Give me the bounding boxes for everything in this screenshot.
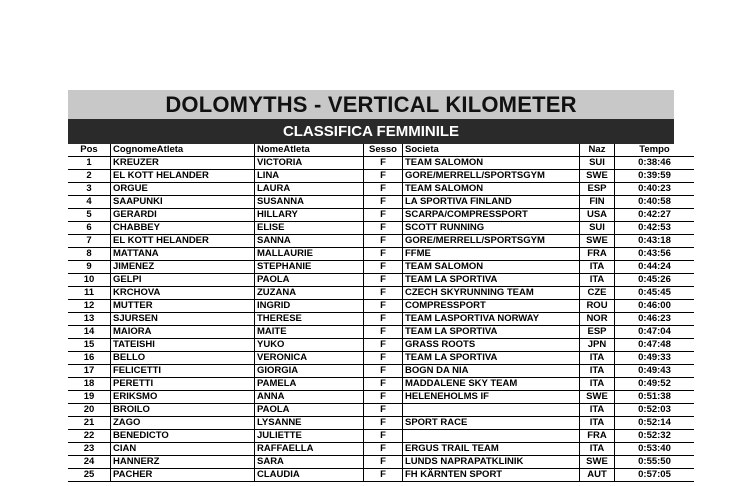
cell-pos: 8 bbox=[68, 248, 111, 261]
cell-tempo: 0:52:14 bbox=[615, 417, 695, 430]
cell-cognome: FELICETTI bbox=[111, 365, 255, 378]
cell-tempo: 0:46:23 bbox=[615, 313, 695, 326]
cell-pos: 22 bbox=[68, 430, 111, 443]
cell-pos: 4 bbox=[68, 196, 111, 209]
cell-cognome: MUTTER bbox=[111, 300, 255, 313]
cell-tempo: 0:47:04 bbox=[615, 326, 695, 339]
cell-nome: VICTORIA bbox=[255, 157, 364, 170]
col-header-sesso: Sesso bbox=[364, 144, 403, 157]
table-row bbox=[68, 300, 694, 313]
cell-societa: HELENEHOLMS IF bbox=[403, 391, 580, 404]
cell-tempo: 0:49:33 bbox=[615, 352, 695, 365]
cell-naz: FRA bbox=[580, 430, 615, 443]
cell-naz: ITA bbox=[580, 443, 615, 456]
cell-sesso: F bbox=[364, 157, 403, 170]
cell-naz: SWE bbox=[580, 456, 615, 469]
table-row bbox=[68, 209, 694, 222]
results-table-header bbox=[68, 144, 694, 157]
cell-tempo: 0:49:52 bbox=[615, 378, 695, 391]
cell-pos: 3 bbox=[68, 183, 111, 196]
cell-sesso: F bbox=[364, 183, 403, 196]
cell-nome: SUSANNA bbox=[255, 196, 364, 209]
cell-cognome: SJURSEN bbox=[111, 313, 255, 326]
cell-pos: 6 bbox=[68, 222, 111, 235]
cell-sesso: F bbox=[364, 339, 403, 352]
cell-tempo: 0:40:23 bbox=[615, 183, 695, 196]
cell-pos: 5 bbox=[68, 209, 111, 222]
cell-tempo: 0:42:27 bbox=[615, 209, 695, 222]
cell-pos: 24 bbox=[68, 456, 111, 469]
cell-nome: JULIETTE bbox=[255, 430, 364, 443]
cell-societa: ERGUS TRAIL TEAM bbox=[403, 443, 580, 456]
cell-sesso: F bbox=[364, 469, 403, 482]
cell-pos: 7 bbox=[68, 235, 111, 248]
cell-naz: ITA bbox=[580, 274, 615, 287]
cell-tempo: 0:38:46 bbox=[615, 157, 695, 170]
cell-nome: SARA bbox=[255, 456, 364, 469]
table-row bbox=[68, 261, 694, 274]
cell-tempo: 0:43:56 bbox=[615, 248, 695, 261]
cell-sesso: F bbox=[364, 391, 403, 404]
cell-sesso: F bbox=[364, 274, 403, 287]
cell-pos: 1 bbox=[68, 157, 111, 170]
cell-naz: SWE bbox=[580, 391, 615, 404]
cell-cognome: BROILO bbox=[111, 404, 255, 417]
cell-nome: YUKO bbox=[255, 339, 364, 352]
cell-cognome: PACHER bbox=[111, 469, 255, 482]
table-row bbox=[68, 391, 694, 404]
cell-naz: CZE bbox=[580, 287, 615, 300]
cell-nome: MAITE bbox=[255, 326, 364, 339]
cell-naz: SUI bbox=[580, 222, 615, 235]
cell-naz: ROU bbox=[580, 300, 615, 313]
table-row bbox=[68, 235, 694, 248]
cell-nome: ANNA bbox=[255, 391, 364, 404]
cell-sesso: F bbox=[364, 417, 403, 430]
cell-sesso: F bbox=[364, 235, 403, 248]
cell-cognome: BELLO bbox=[111, 352, 255, 365]
cell-nome: RAFFAELLA bbox=[255, 443, 364, 456]
cell-naz: ITA bbox=[580, 261, 615, 274]
col-header-naz: Naz bbox=[580, 144, 615, 157]
cell-societa: GORE/MERRELL/SPORTSGYM bbox=[403, 170, 580, 183]
cell-societa bbox=[403, 404, 580, 417]
cell-pos: 11 bbox=[68, 287, 111, 300]
cell-societa: LA SPORTIVA FINLAND bbox=[403, 196, 580, 209]
cell-naz: ITA bbox=[580, 378, 615, 391]
cell-nome: GIORGIA bbox=[255, 365, 364, 378]
cell-naz: ITA bbox=[580, 365, 615, 378]
cell-cognome: KREUZER bbox=[111, 157, 255, 170]
cell-naz: FIN bbox=[580, 196, 615, 209]
cell-naz: SUI bbox=[580, 157, 615, 170]
cell-nome: HILLARY bbox=[255, 209, 364, 222]
cell-tempo: 0:43:18 bbox=[615, 235, 695, 248]
cell-nome: MALLAURIE bbox=[255, 248, 364, 261]
cell-nome: ELISE bbox=[255, 222, 364, 235]
table-row bbox=[68, 157, 694, 170]
cell-cognome: ORGUE bbox=[111, 183, 255, 196]
cell-cognome: EL KOTT HELANDER bbox=[111, 235, 255, 248]
cell-nome: PAOLA bbox=[255, 404, 364, 417]
cell-tempo: 0:44:24 bbox=[615, 261, 695, 274]
cell-sesso: F bbox=[364, 352, 403, 365]
cell-societa: BOGN DA NIA bbox=[403, 365, 580, 378]
cell-sesso: F bbox=[364, 222, 403, 235]
cell-naz: FRA bbox=[580, 248, 615, 261]
cell-sesso: F bbox=[364, 456, 403, 469]
cell-nome: INGRID bbox=[255, 300, 364, 313]
table-row bbox=[68, 248, 694, 261]
results-table-body bbox=[68, 157, 694, 482]
document-title: DOLOMYTHS - VERTICAL KILOMETER bbox=[68, 90, 674, 119]
cell-tempo: 0:49:43 bbox=[615, 365, 695, 378]
cell-sesso: F bbox=[364, 300, 403, 313]
cell-sesso: F bbox=[364, 378, 403, 391]
cell-sesso: F bbox=[364, 196, 403, 209]
cell-cognome: GERARDI bbox=[111, 209, 255, 222]
cell-societa: TEAM LA SPORTIVA bbox=[403, 352, 580, 365]
cell-societa: CZECH SKYRUNNING TEAM bbox=[403, 287, 580, 300]
cell-sesso: F bbox=[364, 313, 403, 326]
cell-naz: ITA bbox=[580, 352, 615, 365]
cell-tempo: 0:57:05 bbox=[615, 469, 695, 482]
cell-cognome: JIMENEZ bbox=[111, 261, 255, 274]
cell-naz: ITA bbox=[580, 404, 615, 417]
cell-nome: LINA bbox=[255, 170, 364, 183]
cell-tempo: 0:51:38 bbox=[615, 391, 695, 404]
cell-tempo: 0:53:40 bbox=[615, 443, 695, 456]
cell-pos: 14 bbox=[68, 326, 111, 339]
cell-sesso: F bbox=[364, 261, 403, 274]
cell-sesso: F bbox=[364, 287, 403, 300]
cell-pos: 2 bbox=[68, 170, 111, 183]
cell-tempo: 0:42:53 bbox=[615, 222, 695, 235]
results-table bbox=[68, 144, 694, 482]
cell-naz: SWE bbox=[580, 170, 615, 183]
cell-nome: PAOLA bbox=[255, 274, 364, 287]
cell-naz: ESP bbox=[580, 326, 615, 339]
table-row bbox=[68, 274, 694, 287]
cell-societa: SPORT RACE bbox=[403, 417, 580, 430]
table-row bbox=[68, 456, 694, 469]
cell-cognome: TATEISHI bbox=[111, 339, 255, 352]
table-row bbox=[68, 365, 694, 378]
cell-naz: AUT bbox=[580, 469, 615, 482]
cell-nome: VERONICA bbox=[255, 352, 364, 365]
table-row bbox=[68, 196, 694, 209]
table-row bbox=[68, 469, 694, 482]
table-row bbox=[68, 378, 694, 391]
cell-sesso: F bbox=[364, 209, 403, 222]
cell-tempo: 0:46:00 bbox=[615, 300, 695, 313]
cell-societa: COMPRESSPORT bbox=[403, 300, 580, 313]
cell-societa: GRASS ROOTS bbox=[403, 339, 580, 352]
table-row bbox=[68, 326, 694, 339]
cell-cognome: CHABBEY bbox=[111, 222, 255, 235]
table-row bbox=[68, 352, 694, 365]
cell-naz: SWE bbox=[580, 235, 615, 248]
cell-pos: 9 bbox=[68, 261, 111, 274]
cell-societa: TEAM LA SPORTIVA bbox=[403, 274, 580, 287]
cell-nome: LAURA bbox=[255, 183, 364, 196]
cell-societa: FH KÄRNTEN SPORT bbox=[403, 469, 580, 482]
cell-tempo: 0:52:32 bbox=[615, 430, 695, 443]
cell-nome: PAMELA bbox=[255, 378, 364, 391]
cell-naz: USA bbox=[580, 209, 615, 222]
header-row bbox=[68, 144, 694, 157]
cell-nome: THERESE bbox=[255, 313, 364, 326]
col-header-societa: Societa bbox=[403, 144, 580, 157]
cell-cognome: BENEDICTO bbox=[111, 430, 255, 443]
cell-nome: STEPHANIE bbox=[255, 261, 364, 274]
cell-tempo: 0:55:50 bbox=[615, 456, 695, 469]
cell-cognome: ZAGO bbox=[111, 417, 255, 430]
col-header-tempo: Tempo bbox=[615, 144, 695, 157]
cell-societa: TEAM SALOMON bbox=[403, 157, 580, 170]
cell-tempo: 0:45:26 bbox=[615, 274, 695, 287]
cell-naz: NOR bbox=[580, 313, 615, 326]
cell-nome: SANNA bbox=[255, 235, 364, 248]
col-header-pos: Pos bbox=[68, 144, 111, 157]
table-row bbox=[68, 443, 694, 456]
table-row bbox=[68, 170, 694, 183]
table-row bbox=[68, 313, 694, 326]
cell-societa: TEAM LA SPORTIVA bbox=[403, 326, 580, 339]
cell-societa: SCOTT RUNNING bbox=[403, 222, 580, 235]
table-row bbox=[68, 339, 694, 352]
cell-naz: ESP bbox=[580, 183, 615, 196]
cell-societa: TEAM LASPORTIVA NORWAY bbox=[403, 313, 580, 326]
cell-cognome: MAIORA bbox=[111, 326, 255, 339]
classification-subtitle: CLASSIFICA FEMMINILE bbox=[68, 119, 674, 144]
cell-pos: 15 bbox=[68, 339, 111, 352]
cell-pos: 13 bbox=[68, 313, 111, 326]
table-row bbox=[68, 404, 694, 417]
cell-cognome: EL KOTT HELANDER bbox=[111, 170, 255, 183]
cell-nome: CLAUDIA bbox=[255, 469, 364, 482]
cell-pos: 19 bbox=[68, 391, 111, 404]
col-header-cognome: CognomeAtleta bbox=[111, 144, 255, 157]
cell-sesso: F bbox=[364, 170, 403, 183]
cell-sesso: F bbox=[364, 365, 403, 378]
cell-cognome: CIAN bbox=[111, 443, 255, 456]
table-row bbox=[68, 417, 694, 430]
cell-nome: LYSANNE bbox=[255, 417, 364, 430]
cell-cognome: GELPI bbox=[111, 274, 255, 287]
cell-societa: MADDALENE SKY TEAM bbox=[403, 378, 580, 391]
cell-tempo: 0:40:58 bbox=[615, 196, 695, 209]
cell-cognome: HANNERZ bbox=[111, 456, 255, 469]
cell-societa: TEAM SALOMON bbox=[403, 183, 580, 196]
cell-cognome: KRCHOVA bbox=[111, 287, 255, 300]
cell-pos: 25 bbox=[68, 469, 111, 482]
cell-cognome: PERETTI bbox=[111, 378, 255, 391]
cell-tempo: 0:47:48 bbox=[615, 339, 695, 352]
cell-nome: ZUZANA bbox=[255, 287, 364, 300]
cell-societa: TEAM SALOMON bbox=[403, 261, 580, 274]
cell-sesso: F bbox=[364, 326, 403, 339]
cell-pos: 17 bbox=[68, 365, 111, 378]
cell-societa: GORE/MERRELL/SPORTSGYM bbox=[403, 235, 580, 248]
cell-sesso: F bbox=[364, 404, 403, 417]
cell-tempo: 0:45:45 bbox=[615, 287, 695, 300]
cell-pos: 16 bbox=[68, 352, 111, 365]
cell-naz: JPN bbox=[580, 339, 615, 352]
cell-tempo: 0:39:59 bbox=[615, 170, 695, 183]
cell-societa: LUNDS NAPRAPATKLINIK bbox=[403, 456, 580, 469]
cell-pos: 21 bbox=[68, 417, 111, 430]
cell-societa: SCARPA/COMPRESSPORT bbox=[403, 209, 580, 222]
table-row bbox=[68, 222, 694, 235]
results-sheet bbox=[68, 90, 674, 482]
cell-cognome: MATTANA bbox=[111, 248, 255, 261]
table-row bbox=[68, 287, 694, 300]
table-row bbox=[68, 183, 694, 196]
cell-naz: ITA bbox=[580, 417, 615, 430]
cell-tempo: 0:52:03 bbox=[615, 404, 695, 417]
cell-sesso: F bbox=[364, 443, 403, 456]
cell-pos: 10 bbox=[68, 274, 111, 287]
cell-cognome: ERIKSMO bbox=[111, 391, 255, 404]
cell-pos: 18 bbox=[68, 378, 111, 391]
cell-cognome: SAAPUNKI bbox=[111, 196, 255, 209]
cell-sesso: F bbox=[364, 430, 403, 443]
table-row bbox=[68, 430, 694, 443]
cell-pos: 20 bbox=[68, 404, 111, 417]
cell-pos: 23 bbox=[68, 443, 111, 456]
cell-societa: FFME bbox=[403, 248, 580, 261]
col-header-nome: NomeAtleta bbox=[255, 144, 364, 157]
cell-societa bbox=[403, 430, 580, 443]
cell-pos: 12 bbox=[68, 300, 111, 313]
cell-sesso: F bbox=[364, 248, 403, 261]
